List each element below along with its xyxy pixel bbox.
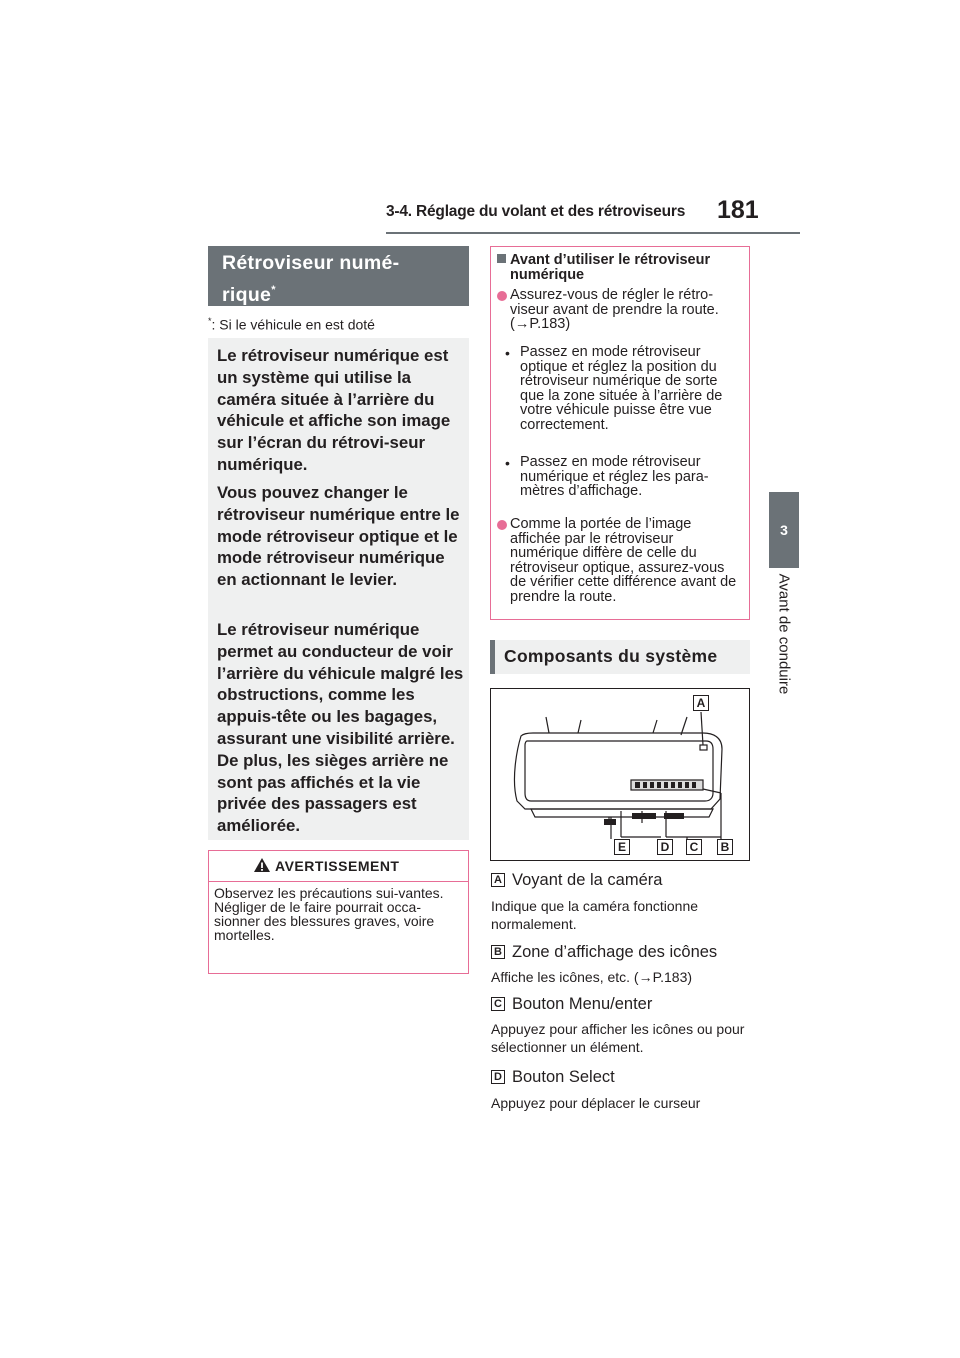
warning-divider (209, 881, 468, 882)
heading-accent-bar (490, 640, 495, 674)
page-number: 181 (717, 196, 759, 224)
item-letter-a: A (491, 873, 505, 887)
header-divider (386, 232, 800, 234)
before-driving-box (490, 246, 750, 620)
item-letter-b: B (491, 945, 505, 959)
intro-paragraph: Le rétroviseur numérique permet au conducteur de voir l’arrière du véhicule malgré les obstructions, comme les appuis-tête ou les bagages, assurant une visibilité arrière. De plus, les sièges arrière ne sont pas affichés et la vie privée des passagers est améliorée. (217, 620, 464, 836)
pink-bullet-icon (497, 520, 507, 530)
figure-label-b: B (717, 839, 733, 855)
sub-bullet-icon: • (505, 455, 510, 471)
intro-paragraph: Le rétroviseur numérique est un système qui utilise la caméra située à l’arrière du véhicule et affiche son image sur l’écran du rétrovi-seur numérique. (217, 346, 451, 474)
before-bullet-1: Assurez-vous de régler le rétro-viseur avant de prendre la route. (→P.183) (510, 287, 719, 332)
intro-box (208, 338, 469, 840)
item-title: Zone d’affichage des icônes (512, 943, 718, 961)
footnote (208, 316, 375, 333)
item-letter-d: D (491, 1070, 505, 1084)
before-sub-2: Passez en mode rétroviseur numérique et réglez les para-mètres d’affichage. (520, 454, 709, 499)
section-title-line2: rique (222, 284, 272, 306)
item-description: Appuyez pour afficher les icônes ou pour sélectionner un élément. (491, 1021, 745, 1055)
item-description: Indique que la caméra fonctionne normalement. (491, 898, 699, 932)
before-heading-line2: numérique (510, 266, 585, 283)
figure-label-a: A (693, 695, 709, 711)
section-title-line1: Rétroviseur numé- (222, 252, 400, 274)
title-footnote-mark: * (271, 284, 276, 296)
item-title: Bouton Menu/enter (512, 995, 653, 1013)
mirror-illustration (491, 689, 749, 860)
section-header: 3-4. Réglage du volant et des rétroviseurs (386, 203, 686, 220)
item-description: Affiche les icônes, etc. (→P.183) (491, 969, 693, 985)
section-title-box (208, 246, 469, 306)
item-description: Appuyez pour déplacer le curseur (491, 1095, 701, 1111)
components-heading-box (490, 640, 750, 674)
chapter-label (770, 574, 798, 694)
warning-triangle-icon (253, 857, 271, 873)
item-title: Voyant de la caméra (512, 871, 663, 889)
pink-bullet-icon (497, 291, 507, 301)
mirror-diagram (490, 688, 750, 861)
sub-bullet-icon: • (505, 345, 510, 361)
item-title: Bouton Select (512, 1068, 615, 1086)
footnote-text: : Si le véhicule en est doté (211, 316, 375, 333)
before-heading-line1: Avant d’utiliser le rétroviseur (510, 252, 711, 268)
figure-label-e: E (614, 839, 630, 855)
components-heading: Composants du système (504, 646, 718, 666)
item-letter-c: C (491, 997, 505, 1011)
warning-title: AVERTISSEMENT (275, 858, 400, 874)
warning-box (208, 850, 469, 974)
chapter-label-text: Avant de conduire (775, 573, 793, 695)
figure-label-c: C (686, 839, 702, 855)
chapter-tab: 3 (769, 492, 799, 568)
intro-paragraph: Vous pouvez changer le rétroviseur numérique entre le mode rétroviseur optique et le mode rétroviseur numérique en actionnant le levier. (217, 483, 460, 590)
warning-header (209, 851, 468, 881)
before-sub-1: Passez en mode rétroviseur optique et réglez la position du rétroviseur numérique de sorte que la zone située à l’arrière de votre véhicule puisse être vue correctement. (520, 344, 723, 433)
section-title (222, 250, 462, 309)
square-bullet-icon (497, 254, 506, 263)
figure-label-d: D (657, 839, 673, 855)
warning-text: Observez les précautions sui-vantes. Négliger de le faire pourrait occa-sionner des blessures graves, voire mortelles. (214, 885, 444, 943)
footnote-mark: * (208, 316, 212, 326)
before-driving-heading (497, 253, 745, 282)
before-bullet-2: Comme la portée de l’image affichée par le rétroviseur numérique diffère de celle du rétroviseur optique, assurez-vous de vérifier cette différence avant de prendre la route. (510, 516, 737, 605)
